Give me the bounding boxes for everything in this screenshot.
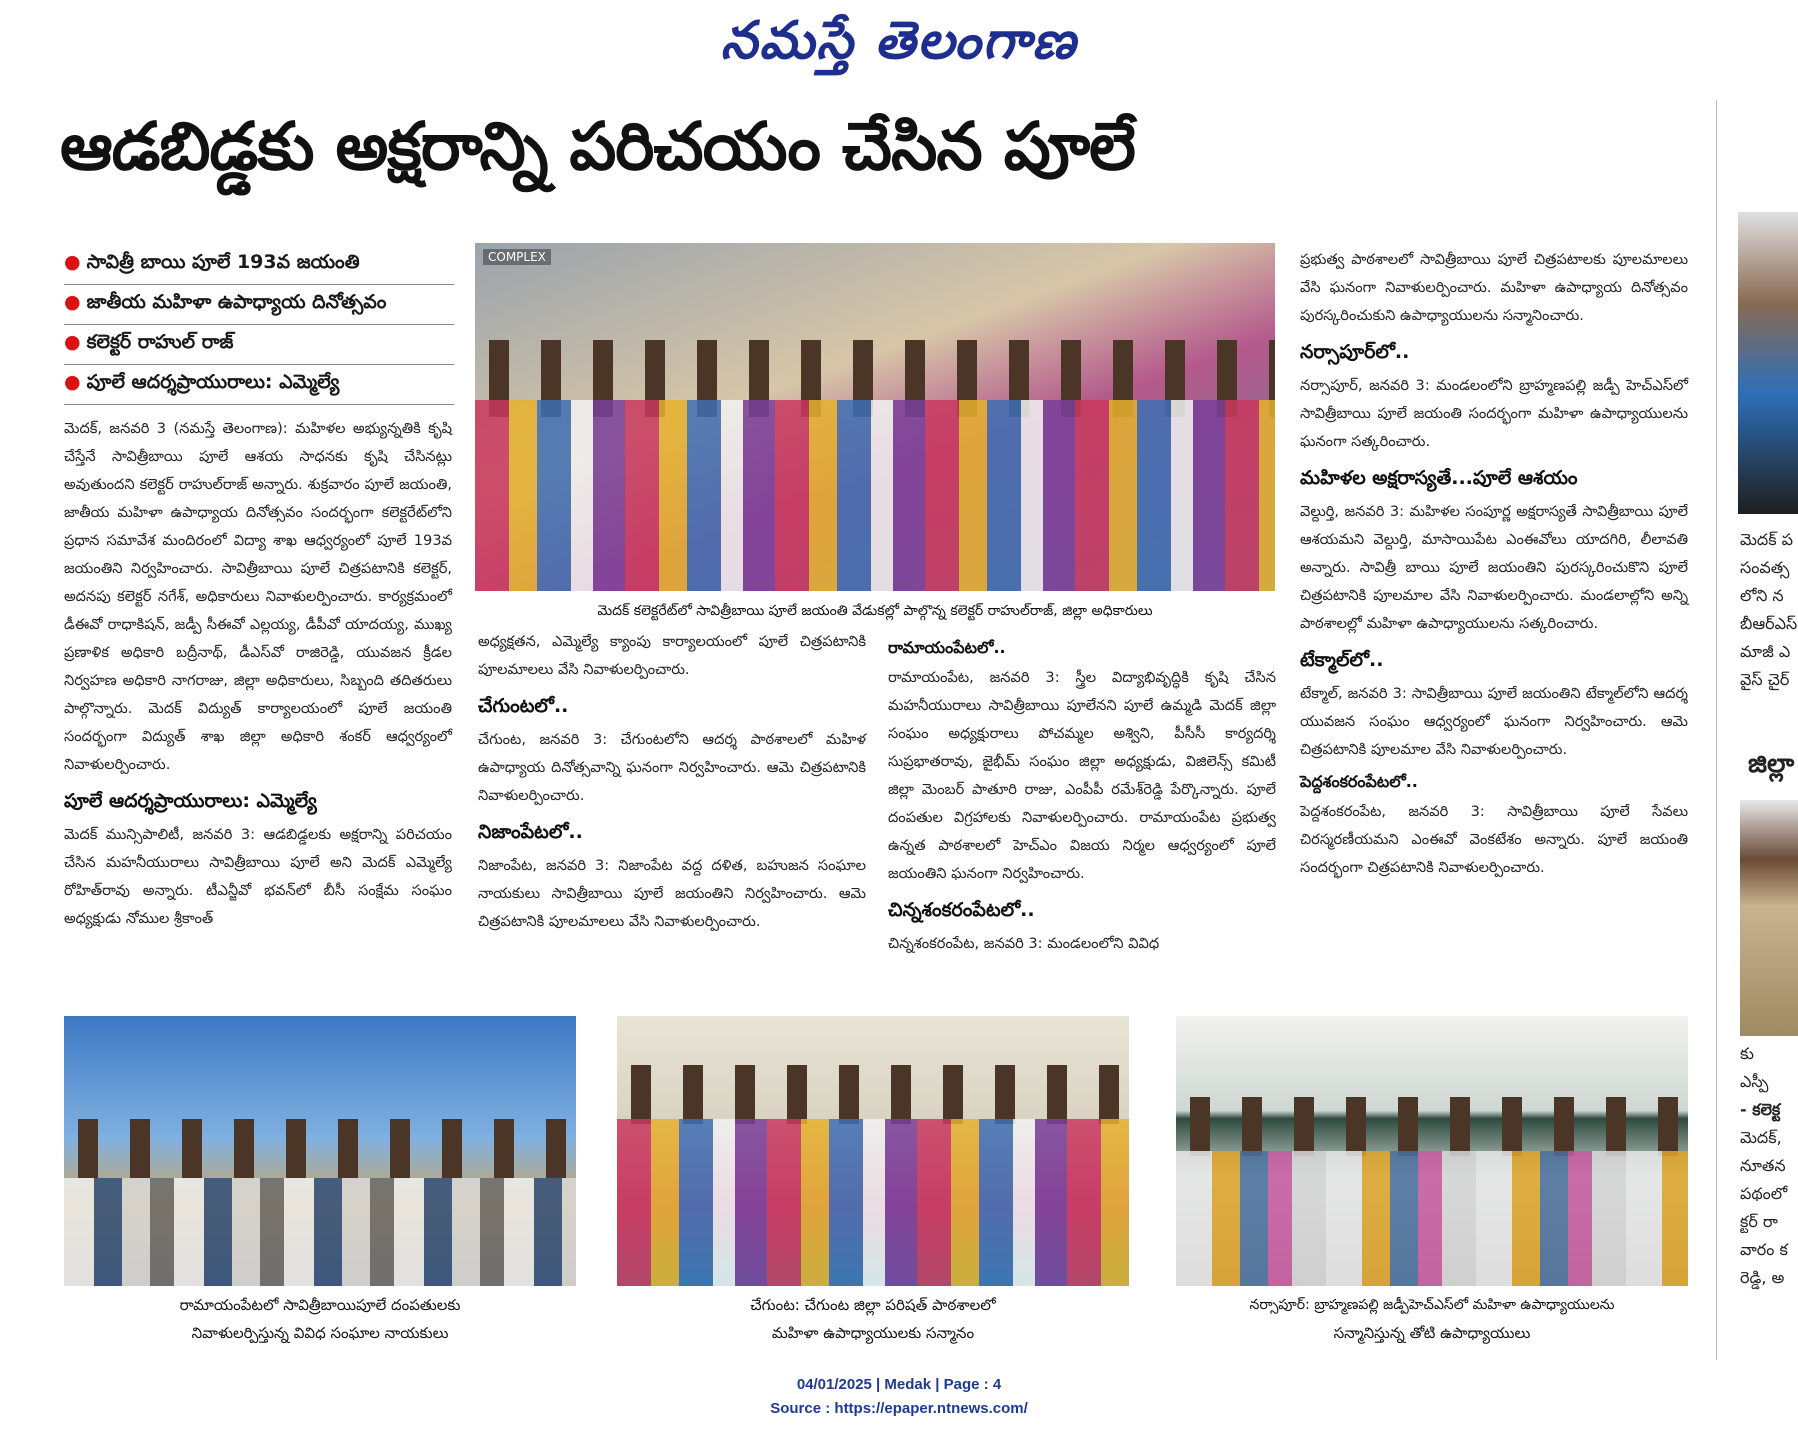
subheading: చిన్నశంకరంపేటలో.. xyxy=(888,899,1035,921)
article-column-4 xyxy=(1300,246,1688,882)
main-photo xyxy=(475,243,1275,591)
paragraph: వెల్దుర్తి, జనవరి 3: మహిళల సంపూర్ణ అక్షరాస్యతే సావిత్రీబాయి పూలే ఆశయమని వెల్దుర్తి, మాసాయిపేట ఎంఈవోలు యాదగిరి, లీలావతి అన్నారు. సావిత్రీ బాయి పూలే జయంతిని పురస్కరించుకొని పూలే చిత్రపటానికి పూలమాల వేసి నివాళులర్పించారు. మండలాల్లోని అన్ని పాఠశాలల్లో మహిళా ఉపాధ్యాయులను సత్కరించారు. xyxy=(1300,503,1688,632)
right-strip-photo-1 xyxy=(1738,212,1798,514)
paragraph: ప్రభుత్వ పాఠశాలలో సావిత్రీబాయి పూలే చిత్రపటాలకు పూలమాలలు వేసి ఘనంగా నివాళులర్పించారు. మహిళా ఉపాధ్యాయ దినోత్సవం పురస్కరించుకుని ఉపాధ్యాయులను సన్మానించారు. xyxy=(1300,251,1688,324)
paragraph: చిన్నశంకరంపేట, జనవరి 3: మండలంలోని వివిధ xyxy=(888,935,1160,952)
bottom-photo-3 xyxy=(1176,1016,1688,1286)
right-strip-photo-2 xyxy=(1740,800,1798,1036)
bottom-photo-3-caption-line-1: నర్సాపూర్: బ్రాహ్మణపల్లి జడ్పీహెచ్‌ఎస్‌లో మహిళా ఉపాధ్యాయులను xyxy=(1249,1297,1615,1313)
right-strip-text-1: మెదక్ ప సంవత్స లోని న బీఆర్ఎస్ మాజీ ఎ వైస్ చైర్ xyxy=(1740,530,1798,689)
bottom-photo-1-caption-line-2: నివాళులర్పిస్తున్న వివిధ సంఘాల నాయకులు xyxy=(191,1324,449,1342)
subheading: నర్సాపూర్‌లో.. xyxy=(1300,341,1410,363)
paragraph: పెద్దశంకరంపేట, జనవరి 3: సావిత్రీబాయి పూలే సేవలు చిరస్మరణీయమని ఎంఈవో వెంకటేశం అన్నారు. పూలే జయంతి సందర్భంగా చిత్రపటానికి నివాళులర్పించారు. xyxy=(1300,803,1688,876)
bottom-photo-3-caption-line-2: సన్మానిస్తున్న తోటి ఉపాధ్యాయులు xyxy=(1333,1324,1531,1342)
paragraph: నర్సాపూర్, జనవరి 3: మండలంలోని బ్రాహ్మణపల్లి జడ్పీ హెచ్ఎస్‌లో సావిత్రీబాయి పూలే జయంతి సందర్భంగా మహిళా ఉపాధ్యాయులను ఘనంగా సత్కరించారు. xyxy=(1300,377,1688,450)
paragraph: రామాయంపేట, జనవరి 3: స్త్రీల విద్యాభివృద్ధికి కృషి చేసిన మహనీయురాలు సావిత్రీబాయి పూలేనని పూలే ఉమ్మడి మెదక్ జిల్లా సంఘం అధ్యక్షురాలు పోచమ్మల అశ్విని, పీసీసీ కార్యదర్శి సుప్రభాతరావు, జైభీమ్ సంఘం జిల్లా అధ్యక్షుడు, విజిలెన్స్ కమిటీ జిల్లా మెంబర్ పాతూరి రాజు, ఎంపీపీ రమేశ్‌రెడ్డి పేర్కొన్నారు. పూలే దంపతుల విగ్రహాలకు నివాళులర్పించారు. రామాయంపేట ప్రభుత్వ ఉన్నత పాఠశాలలో హెచ్ఎం విజయ నిర్మల ఆధ్వర్యంలో పూలే జయంతిని ఘనంగా నిర్వహించారు. xyxy=(888,669,1276,882)
paragraph: చేగుంట, జనవరి 3: చేగుంటలోని ఆదర్శ పాఠశాలలో మహిళ ఉపాధ్యాయ దినోత్సవాన్ని ఘనంగా నిర్వహించారు. ఆమె చిత్రపటానికి నివాళులర్పించారు. xyxy=(478,731,866,804)
article-headline: ఆడబిడ్డకు అక్షరాన్ని పరిచయం చేసిన పూలే xyxy=(60,108,1135,185)
article-column-1 xyxy=(64,415,452,933)
footer-source: Source : https://epaper.ntnews.com/ xyxy=(770,1400,1028,1417)
highlight-item: ● సావిత్రీ బాయి పూలే 193వ జయంతి xyxy=(64,245,454,285)
right-strip-text-2: కు ఎస్పీ - కలెక్ట మెదక్, నూతన పథంలో క్టర్ రా వారం క రెడ్డి, అ xyxy=(1740,1044,1788,1287)
article-column-2 xyxy=(478,628,866,936)
bottom-photo-2-caption-line-2: మహిళా ఉపాధ్యాయులకు సన్మానం xyxy=(771,1324,975,1342)
footer-date-page: 04/01/2025 | Medak | Page : 4 xyxy=(796,1376,1002,1393)
subheading: పెద్దశంకరంపేటలో.. xyxy=(1300,772,1418,791)
photo-sign-text: COMPLEX xyxy=(483,249,551,265)
bottom-photo-1 xyxy=(64,1016,576,1286)
paragraph: అధ్యక్షతన, ఎమ్మెల్యే క్యాంపు కార్యాలయంలో పూలే చిత్రపటానికి పూలమాలలు వేసి నివాళులర్పించారు. xyxy=(478,633,866,678)
column-divider xyxy=(1716,100,1717,1360)
subheading: పూలే ఆదర్శప్రాయురాలు: ఎమ్మెల్యే xyxy=(64,790,317,812)
lead-paragraph: మెదక్, జనవరి 3 (నమస్తే తెలంగాణ): మహిళల అభ్యున్నతికి కృషి చేస్తేనే సావిత్రీబాయి పూలే ఆశయ సాధనకు కృషి చేసినట్లు అవుతుందని కలెక్టర్ రాహుల్‌రాజ్ అన్నారు. శుక్రవారం పూలే జయంతి, జాతీయ మహిళా ఉపాధ్యాయ దినోత్సవం సందర్భంగా కలెక్టరేట్‌లోని ప్రధాన సమావేశ మందిరంలో విద్యా శాఖ ఆధ్వర్యంలో పూలే 193వ జయంతిని నిర్వహించారు. సావిత్రీబాయి పూలే చిత్రపటానికి కలెక్టర్, అదనపు కలెక్టర్ నగేశ్, అధికారులు నివాళులర్పించారు. కార్యక్రమంలో డీఈవో రాధాకిషన్, జడ్పీ సీఈవో ఎల్లయ్య, డీపీవో యాదయ్య, ముఖ్య ప్రణాళిక అధికారి బద్రీనాథ్, డీఎస్‌వో రాజిరెడ్డి, యువజన క్రీడల నిర్వహణ అధికారి నాగరాజు, జిల్లా అధికారులు, సిబ్బంది తదితరులు పాల్గొన్నారు. మెదక్ విద్యుత్ కార్యాలయంలో పూలే జయంతి సందర్భంగా విద్యుత్ శాఖ జిల్లా అధికారి శంకర్ ఆధ్వర్యంలో నివాళులర్పించారు. xyxy=(64,420,452,773)
bottom-photo-2-caption-line-1: చేగుంట: చేగుంట జిల్లా పరిషత్ పాఠశాలలో xyxy=(750,1296,996,1314)
paragraph: నిజాంపేట, జనవరి 3: నిజాంపేట వద్ద దళిత, బహుజన సంఘాల నాయకులు సావిత్రీబాయి పూలే జయంతిని నిర్వహించారు. ఆమె చిత్రపటానికి పూలమాలలు వేసి నివాళులర్పించారు. xyxy=(478,857,866,930)
highlights-list xyxy=(64,245,454,405)
paragraph: మెదక్ మున్సిపాలిటీ, జనవరి 3: ఆడబిడ్డలకు అక్షరాన్ని పరిచయం చేసిన మహనీయురాలు సావిత్రీబాయి పూలే అని మెదక్ ఎమ్మెల్యే రోహిత్‌రావు అన్నారు. టీఎన్జీవో భవన్‌లో బీసీ సంక్షేమ సంఘం అధ్యక్షుడు నోముల శ్రీకాంత్ xyxy=(64,826,452,927)
highlight-item: ● జాతీయ మహిళా ఉపాధ్యాయ దినోత్సవం xyxy=(64,285,454,325)
bottom-photo-2 xyxy=(617,1016,1129,1286)
subheading: నిజాంపేటలో.. xyxy=(478,821,583,843)
highlight-item: ● కలెక్టర్ రాహుల్ రాజ్ xyxy=(64,325,454,365)
main-photo-caption: మెదక్ కలెక్టరేట్‌లో సావిత్రీబాయి పూలే జయంతి వేడుకల్లో పాల్గొన్న కలెక్టర్ రాహుల్‌రాజ్, జిల్లా అధికారులు xyxy=(597,603,1153,619)
newspaper-masthead: నమస్తే తెలంగాణ xyxy=(720,10,1078,71)
subheading: రామాయంపేటలో.. xyxy=(888,638,1006,657)
subheading: టేక్మాల్‌లో.. xyxy=(1300,649,1384,671)
right-strip-heading: జిల్లా xyxy=(1748,749,1795,779)
subheading: మహిళల అక్షరాస్యతే...పూలే ఆశయం xyxy=(1300,467,1578,489)
subheading: చేగుంటలో.. xyxy=(478,695,569,717)
highlight-item: ● పూలే ఆదర్శప్రాయురాలు: ఎమ్మెల్యే xyxy=(64,365,454,405)
bottom-photo-1-caption-line-1: రామాయంపేటలో సావిత్రీబాయిపూలే దంపతులకు xyxy=(179,1296,461,1314)
paragraph: టేక్మాల్, జనవరి 3: సావిత్రీబాయి పూలే జయంతిని టేక్మాల్‌లోని ఆదర్శ యువజన సంఘం ఆధ్వర్యంలో ఘనంగా నిర్వహించారు. ఆమె చిత్రపటానికి పూలమాల వేసి నివాళులర్పించారు. xyxy=(1300,685,1688,758)
article-column-3 xyxy=(888,630,1276,958)
